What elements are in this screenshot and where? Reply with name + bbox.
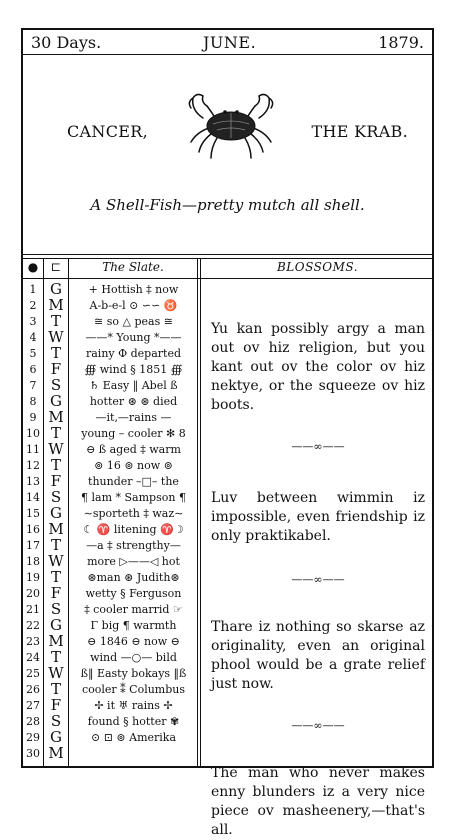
day-number: 2 xyxy=(29,299,37,312)
day-number: 13 xyxy=(26,475,40,488)
slate-entry: ——* Young *—— xyxy=(85,331,182,344)
slate-entry: ♄ Easy ‖ Abel ß xyxy=(89,379,178,392)
column-divider xyxy=(197,258,198,766)
day-number: 15 xyxy=(26,507,40,520)
weekday-letter: W xyxy=(48,440,64,458)
slate-entry: A-b-e-l ⊙ ∽∽ ♉ xyxy=(89,299,178,312)
slate-entry: ⊖ 1846 ⊖ now ⊖ xyxy=(87,635,180,648)
weekday-letter: S xyxy=(50,712,62,730)
weekday-letter: T xyxy=(50,568,61,586)
day-number: 4 xyxy=(29,331,37,344)
zodiac-sign-translation: THE KRAB. xyxy=(311,122,408,141)
motto: A Shell-Fish—pretty mutch all shell. xyxy=(90,196,365,214)
day-number: 12 xyxy=(26,459,40,472)
day-number: 27 xyxy=(26,699,40,712)
column-divider xyxy=(68,258,69,766)
day-number: 28 xyxy=(26,715,40,728)
weekday-letter: F xyxy=(50,584,62,602)
weekday-letter: T xyxy=(50,536,61,554)
weekday-letter: W xyxy=(48,552,64,570)
weekday-letter: W xyxy=(48,664,64,682)
day-number: 24 xyxy=(26,651,40,664)
day-number: 29 xyxy=(26,731,40,744)
slate-entry: ⊖ ß aged ‡ warm xyxy=(86,443,181,456)
moon-column-header: ● xyxy=(27,260,39,274)
ornament-divider: ——∞—— xyxy=(291,440,345,453)
weekday-letter: T xyxy=(50,312,61,330)
slate-entry: ≅ so △ peas ≅ xyxy=(94,315,173,328)
weekday-letter: T xyxy=(50,424,61,442)
day-number: 20 xyxy=(26,587,40,600)
weekday-letter: T xyxy=(50,456,61,474)
day-number: 26 xyxy=(26,683,40,696)
day-number: 17 xyxy=(26,539,40,552)
slate-entry: hotter ⊛ ⊛ died xyxy=(89,395,178,408)
weekday-letter: F xyxy=(50,360,62,378)
slate-entry: wetty § Ferguson xyxy=(85,587,182,600)
day-number: 11 xyxy=(26,443,40,456)
page-header xyxy=(23,32,432,54)
slate-entry: ∼sporteth ‡ waz∼ xyxy=(83,507,184,520)
slate-entry: ‡ cooler marrid ☞ xyxy=(84,603,183,616)
weekday-letters xyxy=(44,282,68,762)
slate-entry: Γ big ¶ warmth xyxy=(90,619,177,632)
day-number: 14 xyxy=(26,491,40,504)
header-row-rule xyxy=(23,278,432,279)
slate-entry: ⊚ 16 ⊚ now ⊚ xyxy=(94,459,173,472)
weekday-letter: S xyxy=(50,600,62,618)
slate-entry: ∰ wind § 1851 ∰ xyxy=(84,363,183,376)
year: 1879. xyxy=(378,33,424,52)
weekday-letter: G xyxy=(50,280,62,298)
slate-entry: wind —○— bild xyxy=(90,651,177,664)
slate-entry: ☾ ♈ litening ♈☽ xyxy=(83,523,184,536)
days-count: 30 Days. xyxy=(31,33,102,52)
weekday-letter: G xyxy=(50,392,62,410)
ornament-divider: ——∞—— xyxy=(291,719,345,732)
slate-entry: ✢ it ♅ rains ✢ xyxy=(94,699,173,712)
day-number: 5 xyxy=(29,347,37,360)
weekday-letter: W xyxy=(48,328,64,346)
slate-entry: —it,—rains — xyxy=(95,411,172,424)
slate-entry: ⊙ ⊡ ⊚ Amerika xyxy=(90,731,177,744)
slate-entry: —a ‡ strengthy— xyxy=(86,539,181,552)
day-number: 18 xyxy=(26,555,40,568)
blossom-paragraph: The man who never makes enny blunders iz a very nice piece ov masheenery,—that's all. xyxy=(211,765,425,838)
month-title: JUNE. xyxy=(203,33,257,52)
day-number: 8 xyxy=(29,395,37,408)
day-number: 9 xyxy=(29,411,37,424)
weekday-letter: T xyxy=(50,344,61,362)
crab-illustration xyxy=(181,88,281,160)
day-number: 1 xyxy=(29,283,37,296)
almanac-page xyxy=(21,28,434,838)
weekday-letter: F xyxy=(50,472,62,490)
slate-entry: thunder –□– the xyxy=(88,475,179,488)
zodiac-sign-name: CANCER, xyxy=(67,122,148,141)
weekday-letter: G xyxy=(50,728,62,746)
day-number: 21 xyxy=(26,603,40,616)
slate-entry: + Hottish ‡ now xyxy=(88,283,179,296)
weekday-letter: M xyxy=(48,632,64,650)
slate-entry: ⊛man ⊛ Judith⊛ xyxy=(87,571,180,584)
weekday-letter: F xyxy=(50,696,62,714)
slate-entry xyxy=(71,746,196,762)
day-number: 30 xyxy=(26,747,40,760)
weekday-letter: G xyxy=(50,504,62,522)
blossoms-column xyxy=(211,290,425,840)
blossom-paragraph: Yu kan possibly argy a man out ov hiz religion, but you kant out ov the color ov hiz nektye, or the squeeze ov hiz boots. xyxy=(211,321,425,413)
weekday-letter: T xyxy=(50,680,61,698)
weekday-letter: S xyxy=(50,488,62,506)
weekday-letter: M xyxy=(48,296,64,314)
table-top-rule xyxy=(23,254,432,255)
column-divider xyxy=(200,258,201,766)
weekday-column-header: ⊏ xyxy=(50,260,62,274)
slate-entry: found § hotter ✾ xyxy=(87,715,180,728)
ornament-divider: ——∞—— xyxy=(291,573,345,586)
slate-entry: young – cooler ✻ 8 xyxy=(81,427,186,440)
table-top-rule-2 xyxy=(23,258,432,259)
day-number: 22 xyxy=(26,619,40,632)
blossom-paragraph: Luv between wimmin iz impossible, even friendship iz only praktikabel. xyxy=(211,490,425,544)
weekday-letter: M xyxy=(48,520,64,538)
day-number: 10 xyxy=(26,427,40,440)
slate-entry: cooler ⁑ Columbus xyxy=(81,683,186,696)
slate-entry: more ▷——◁ hot xyxy=(87,555,180,568)
slate-entry: rainy Φ departed xyxy=(85,347,182,360)
day-numbers xyxy=(23,282,43,762)
weekday-letter: M xyxy=(48,408,64,426)
day-number: 25 xyxy=(26,667,40,680)
weekday-letter: G xyxy=(50,616,62,634)
weekday-letter: M xyxy=(48,744,64,762)
day-number: 6 xyxy=(29,363,37,376)
blossoms-column-header: BLOSSOMS. xyxy=(276,260,359,274)
slate-column-header: The Slate. xyxy=(102,260,164,274)
slate-entry: ¶ lam * Sampson ¶ xyxy=(81,491,186,504)
weekday-letter: T xyxy=(50,648,61,666)
day-number: 16 xyxy=(26,523,40,536)
day-number: 23 xyxy=(26,635,40,648)
slate-entry: ß‖ Easty bokays ‖ß xyxy=(80,667,187,680)
day-number: 3 xyxy=(29,315,37,328)
day-number: 7 xyxy=(29,379,37,392)
weather-slate xyxy=(71,282,196,762)
blossom-paragraph: Thare iz nothing so skarse az originality, even an original phool would be a grate relief just now. xyxy=(211,619,425,692)
weekday-letter: S xyxy=(50,376,62,394)
header-rule xyxy=(23,54,432,55)
day-number: 19 xyxy=(26,571,40,584)
